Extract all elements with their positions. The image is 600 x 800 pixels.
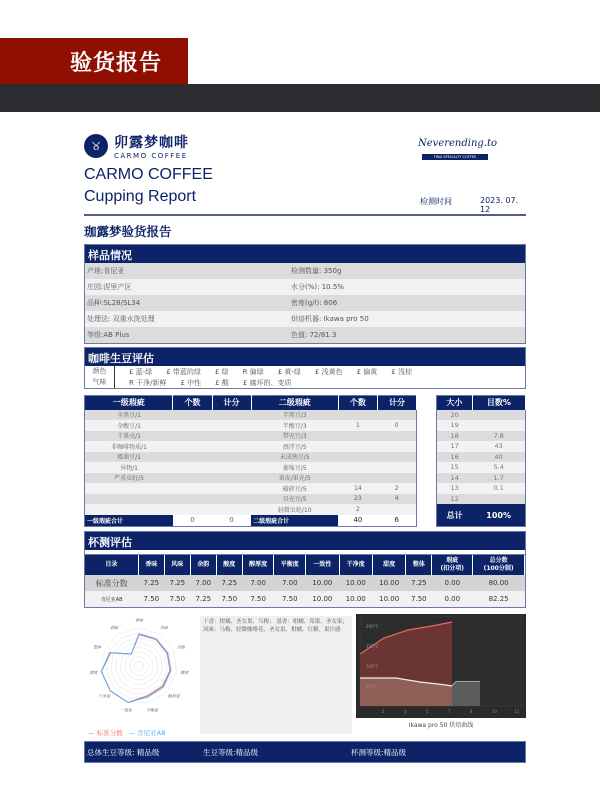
table-cell: 10.00 xyxy=(306,575,339,591)
check-time-label: 检测时间 xyxy=(420,197,452,206)
total2-label: 二级瑕疵合计 xyxy=(251,515,338,527)
svg-text:150°C: 150°C xyxy=(366,644,379,649)
table-cell: 漂浮豆/5 xyxy=(251,441,338,452)
legend-standard: — 标准分数 xyxy=(88,729,123,737)
size-total-value: 100% xyxy=(472,504,525,526)
svg-text:8: 8 xyxy=(470,709,473,714)
section-title: 样品情况 xyxy=(85,245,525,263)
table-cell: 未成熟豆/5 xyxy=(251,452,338,463)
table-cell: 2 xyxy=(338,504,377,515)
svg-text:12: 12 xyxy=(514,709,520,714)
smell-option: £ 酸 xyxy=(215,378,229,387)
table-cell xyxy=(338,462,377,473)
roast-caption: Ikawa pro 50 烘焙曲线 xyxy=(408,722,474,729)
table-cell: 18 xyxy=(437,431,473,442)
column-header: 风味 xyxy=(164,555,190,575)
table-cell: 萎缩豆/5 xyxy=(251,462,338,473)
color-option: £ 浅黄色 xyxy=(314,367,343,376)
table-cell: 10.00 xyxy=(339,575,372,591)
table-row xyxy=(437,494,526,505)
partner-script-logo: Neverending.to xyxy=(418,138,498,149)
table-cell: 7.25 xyxy=(190,591,216,607)
table-row xyxy=(437,483,526,494)
table-cell xyxy=(377,431,416,442)
table-row xyxy=(85,504,417,515)
table-cell: 1 xyxy=(338,420,377,431)
column-header: 大小 xyxy=(437,396,473,410)
table-cell xyxy=(173,494,212,505)
radar-legend xyxy=(88,728,166,737)
svg-text:平衡度: 平衡度 xyxy=(146,707,158,713)
table-cell xyxy=(338,452,377,463)
table-row xyxy=(85,462,417,473)
section-title: 咖啡生豆评估 xyxy=(85,348,525,366)
sample-field: 检测数量: 350g xyxy=(291,267,342,275)
sample-row xyxy=(85,263,525,279)
table-cell: 5.4 xyxy=(472,462,525,473)
sample-field: 产地:肯尼亚 xyxy=(87,267,125,275)
table-cell: 7.00 xyxy=(242,575,274,591)
overall-grade: 总体生豆等级: 精品级 xyxy=(87,747,160,757)
table-cell: 异物/1 xyxy=(85,462,173,473)
table-cell xyxy=(85,494,173,505)
table-cell xyxy=(377,462,416,473)
table-cell xyxy=(173,483,212,494)
table-cell: 7.00 xyxy=(190,575,216,591)
table-cell: 13 xyxy=(437,483,473,494)
table-cell xyxy=(212,483,251,494)
table-row xyxy=(437,410,526,421)
smell-label: 气味 xyxy=(85,377,115,388)
table-row xyxy=(85,591,525,607)
table-cell xyxy=(338,431,377,442)
table-row xyxy=(437,420,526,431)
table-cell: 4 xyxy=(377,494,416,505)
sample-row xyxy=(85,295,525,311)
table-cell: 严重虫蛀/5 xyxy=(85,473,173,484)
table-row xyxy=(437,431,526,442)
table-row xyxy=(85,494,417,505)
grade-footer xyxy=(84,741,526,763)
total2-score: 6 xyxy=(377,515,416,527)
svg-text:瑕疵: 瑕疵 xyxy=(110,624,119,630)
sample-field: 密度(g/l): 806 xyxy=(291,299,338,307)
table-cell: 0.1 xyxy=(472,483,525,494)
table-cell: 7.25 xyxy=(406,575,432,591)
table-cell xyxy=(338,441,377,452)
table-cell: 0.00 xyxy=(432,575,473,591)
column-header: 二级瑕疵 xyxy=(251,396,338,410)
table-cell: 非咖啡物质/1 xyxy=(85,441,173,452)
column-header: 香味 xyxy=(138,555,164,575)
table-cell xyxy=(212,441,251,452)
table-cell: 肯尼亚AB xyxy=(85,591,138,607)
table-cell: 1.7 xyxy=(472,473,525,484)
table-row xyxy=(85,410,417,421)
smell-option: £ 中性 xyxy=(180,378,202,387)
column-header: 平衡度 xyxy=(274,555,306,575)
svg-text:甜度: 甜度 xyxy=(89,670,98,675)
table-row xyxy=(85,483,417,494)
table-cell: 43 xyxy=(472,441,525,452)
table-cell xyxy=(173,431,212,442)
column-header: 计分 xyxy=(212,396,251,410)
sample-field: 烘焙机器: Ikawa pro 50 xyxy=(291,315,369,323)
table-cell xyxy=(377,441,416,452)
table-cell xyxy=(212,452,251,463)
table-cell xyxy=(212,494,251,505)
table-cell xyxy=(173,504,212,515)
partner-tag: FIND SPECIALTY COFFEE xyxy=(422,154,488,160)
table-cell: 40 xyxy=(472,452,525,463)
table-cell: 2 xyxy=(377,483,416,494)
table-cell xyxy=(173,473,212,484)
column-header: 瑕疵 (扣分项) xyxy=(432,555,473,575)
column-header: 酸度 xyxy=(216,555,242,575)
total1-label: 一级瑕疵合计 xyxy=(85,515,173,527)
flavor-notes: 干香：柑橘、圣女果、乌梅； 湿香：柑橘、莓果、圣女果； 风味：乌梅、轻微咖啡花、圣女果、柑橘、红糖、果汁感 xyxy=(200,616,352,734)
svg-text:200°C: 200°C xyxy=(366,624,379,629)
table-row xyxy=(437,462,526,473)
table-cell: 全酸豆/1 xyxy=(85,420,173,431)
table-cell xyxy=(472,410,525,421)
smell-option: R 干净/新鲜 xyxy=(129,378,167,387)
roast-curve-chart xyxy=(356,614,526,718)
banner-dark-strip xyxy=(0,84,600,112)
column-header: 整体 xyxy=(406,555,432,575)
color-option: £ 浅棕 xyxy=(391,367,412,376)
radar-chart xyxy=(84,614,194,742)
table-cell xyxy=(173,462,212,473)
bottom-area xyxy=(84,614,526,742)
sample-field: 等级:AB Plus xyxy=(87,331,130,339)
report-title: 珈露梦验货报告 xyxy=(84,224,172,239)
table-row xyxy=(437,441,526,452)
table-cell: 霉菌豆/1 xyxy=(85,452,173,463)
table-cell xyxy=(377,504,416,515)
table-cell: 7.8 xyxy=(472,431,525,442)
svg-text:10: 10 xyxy=(492,709,498,714)
logo-en: CARMO COFFEE xyxy=(114,152,188,160)
table-row xyxy=(85,575,525,591)
cupping-section xyxy=(84,531,526,608)
color-option: R 偏绿 xyxy=(242,367,264,376)
table-cell: 7.50 xyxy=(274,591,306,607)
table-cell xyxy=(377,473,416,484)
total1-count: 0 xyxy=(173,515,212,527)
table-cell xyxy=(85,504,173,515)
report-type: Cupping Report xyxy=(84,188,197,205)
table-row xyxy=(85,473,417,484)
table-cell: 10.00 xyxy=(306,591,339,607)
column-header: 个数 xyxy=(173,396,212,410)
table-cell xyxy=(377,452,416,463)
table-cell: 19 xyxy=(437,420,473,431)
table-row xyxy=(437,452,526,463)
table-cell: 半酸豆/3 xyxy=(251,420,338,431)
svg-text:一致性: 一致性 xyxy=(120,707,132,713)
table-cell xyxy=(212,410,251,421)
column-header: 余韵 xyxy=(190,555,216,575)
sample-row xyxy=(85,327,525,343)
defect-table xyxy=(84,395,417,527)
table-cell: 7.25 xyxy=(164,575,190,591)
screen-size-table xyxy=(436,395,526,527)
table-cell xyxy=(472,494,525,505)
table-cell xyxy=(173,452,212,463)
table-cell: 14 xyxy=(338,483,377,494)
column-header: 目录 xyxy=(85,555,138,575)
sample-row xyxy=(85,279,525,295)
table-cell xyxy=(212,473,251,484)
table-cell: 带壳豆/3 xyxy=(251,431,338,442)
table-row xyxy=(437,473,526,484)
table-cell: 80.00 xyxy=(473,575,525,591)
report-banner xyxy=(0,38,188,84)
table-cell: 14 xyxy=(437,473,473,484)
table-cell xyxy=(472,420,525,431)
total2-count: 40 xyxy=(338,515,377,527)
color-option: £ 绿 xyxy=(214,367,229,376)
table-cell: 果皮/果壳/5 xyxy=(251,473,338,484)
table-cell: 轻微虫蛀/10 xyxy=(251,504,338,515)
table-cell: 7.50 xyxy=(138,591,164,607)
column-header: 目数% xyxy=(472,396,525,410)
table-cell: 12 xyxy=(437,494,473,505)
column-header: 一级瑕疵 xyxy=(85,396,173,410)
sample-field: 处理法: 双重水洗处理 xyxy=(87,315,155,323)
defect-total-row xyxy=(85,515,417,527)
color-option: £ 蓝-绿 xyxy=(129,367,153,376)
header-divider xyxy=(84,214,526,216)
legend-sample: — 肯尼亚AB xyxy=(128,729,166,737)
check-date: 2023. 07. 12 xyxy=(480,196,519,214)
table-cell xyxy=(173,441,212,452)
table-cell: 破碎豆/5 xyxy=(251,483,338,494)
table-cell: 干果壳/1 xyxy=(85,431,173,442)
company-name: CARMO COFFEE xyxy=(84,166,213,183)
table-cell: 15 xyxy=(437,462,473,473)
table-cell: 全黑豆/1 xyxy=(85,410,173,421)
column-header: 计分 xyxy=(377,396,416,410)
sample-row xyxy=(85,311,525,327)
table-cell xyxy=(173,410,212,421)
svg-text:5: 5 xyxy=(426,709,429,714)
table-cell xyxy=(212,420,251,431)
size-total-label: 总计 xyxy=(437,504,473,526)
table-cell: 7.50 xyxy=(216,591,242,607)
svg-text:余韵: 余韵 xyxy=(176,644,185,650)
sample-field: 品种:SL28/SL34 xyxy=(87,299,141,307)
svg-text:风味: 风味 xyxy=(159,624,168,630)
table-row xyxy=(85,431,417,442)
svg-text:2: 2 xyxy=(382,709,385,714)
table-cell xyxy=(85,483,173,494)
section-title: 杯测评估 xyxy=(85,532,525,550)
table-cell: 7.50 xyxy=(242,591,274,607)
carmo-logo-icon: ୪ xyxy=(84,134,108,158)
table-cell: 贝壳豆/5 xyxy=(251,494,338,505)
svg-text:3: 3 xyxy=(404,709,407,714)
table-cell: 7.25 xyxy=(216,575,242,591)
total1-score: 0 xyxy=(212,515,251,527)
svg-text:100°C: 100°C xyxy=(366,664,379,669)
color-option: £ 带蓝的绿 xyxy=(166,367,201,376)
table-cell: 标准分数 xyxy=(85,575,138,591)
svg-text:50°C: 50°C xyxy=(366,684,376,689)
table-cell xyxy=(212,431,251,442)
table-row xyxy=(85,452,417,463)
table-cell: 7.50 xyxy=(164,591,190,607)
table-cell xyxy=(338,410,377,421)
column-header: 总分数 (100分制) xyxy=(473,555,525,575)
defects-area xyxy=(84,395,526,527)
smell-option: £ 腐坏的、变质 xyxy=(242,378,292,387)
svg-text:酸度: 酸度 xyxy=(180,670,189,675)
cup-grade: 杯测等级:精品级 xyxy=(351,747,407,757)
column-header: 干净度 xyxy=(339,555,372,575)
svg-text:7: 7 xyxy=(448,709,451,714)
table-cell xyxy=(173,420,212,431)
table-cell: 10.00 xyxy=(339,591,372,607)
table-cell: 10.00 xyxy=(372,591,405,607)
table-cell: 10.00 xyxy=(372,575,405,591)
color-label: 颜色 xyxy=(85,366,115,377)
sample-section xyxy=(84,244,526,344)
column-header: 个数 xyxy=(338,396,377,410)
table-cell xyxy=(212,504,251,515)
table-cell: 23 xyxy=(338,494,377,505)
table-cell xyxy=(338,473,377,484)
column-header: 甜度 xyxy=(372,555,405,575)
table-cell: 7.50 xyxy=(406,591,432,607)
table-cell: 0 xyxy=(377,420,416,431)
table-cell xyxy=(212,462,251,473)
cupping-table xyxy=(85,555,525,607)
sample-field: 色值: 72/81.3 xyxy=(291,331,337,339)
table-cell xyxy=(377,410,416,421)
table-cell: 16 xyxy=(437,452,473,463)
svg-text:干净度: 干净度 xyxy=(98,693,111,699)
sample-field: 庄园:涅里产区 xyxy=(87,283,132,291)
color-option: £ 黄-绿 xyxy=(277,367,301,376)
bean-eval-section xyxy=(84,347,526,389)
svg-text:醇厚度: 醇厚度 xyxy=(167,693,180,699)
table-cell: 7.00 xyxy=(274,575,306,591)
table-cell: 半黑豆/3 xyxy=(251,410,338,421)
bean-grade: 生豆等级:精品级 xyxy=(203,747,259,757)
column-header: 醇厚度 xyxy=(242,555,274,575)
logo-cn: 卯露梦咖啡 xyxy=(114,135,189,151)
size-total-row xyxy=(437,504,526,526)
table-row xyxy=(85,420,417,431)
report-page xyxy=(84,130,526,742)
banner-title: 验货报告 xyxy=(69,49,162,76)
table-cell: 0.00 xyxy=(432,591,473,607)
svg-text:香味: 香味 xyxy=(135,617,143,623)
table-cell: 17 xyxy=(437,441,473,452)
table-cell: 20 xyxy=(437,410,473,421)
color-option: £ 偏黄 xyxy=(356,367,378,376)
header-logos xyxy=(84,130,526,166)
table-row xyxy=(85,441,417,452)
svg-text:整体: 整体 xyxy=(93,644,102,650)
sample-field: 水分(%): 10.5% xyxy=(291,283,344,291)
table-cell: 82.25 xyxy=(473,591,525,607)
table-cell: 7.25 xyxy=(138,575,164,591)
column-header: 一致性 xyxy=(306,555,339,575)
